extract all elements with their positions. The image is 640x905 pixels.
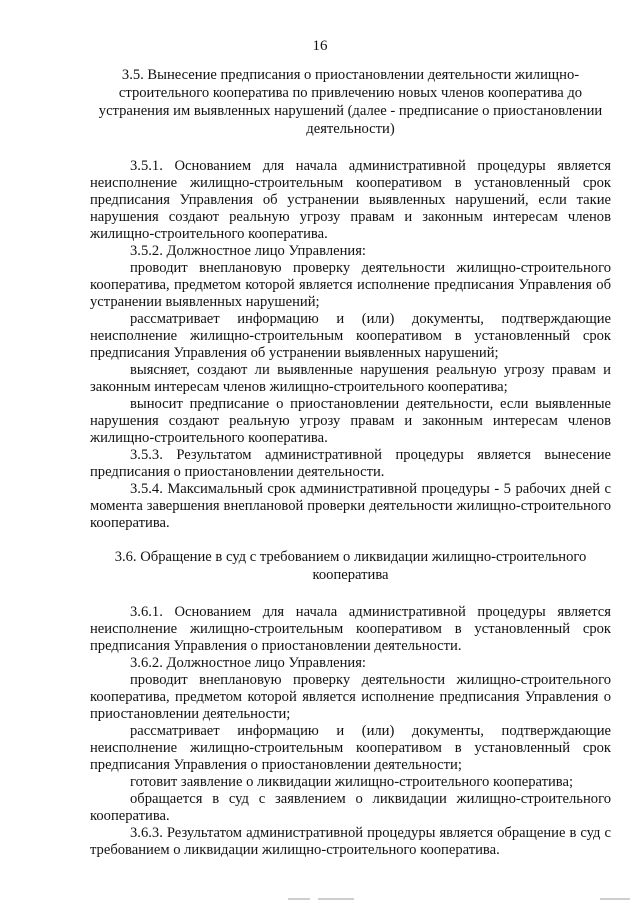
list-item: рассматривает информацию и (или) документы, подтверждающие неисполнение жилищно-строительным кооперативом в установленный срок предписания Управления об устранении выявленных нарушений; — [90, 311, 611, 361]
scan-artifact — [0, 896, 640, 905]
paragraph-3-5-4: 3.5.4. Максимальный срок административной процедуры - 5 рабочих дней с момента завершения внеплановой проверки деятельности жилищно-строительного кооператива. — [90, 481, 611, 531]
section-3-5-heading: 3.5. Вынесение предписания о приостановлении деятельности жилищно-строительного кооператива по привлечению новых членов кооператива до устранения им выявленных нарушений (далее - предписание о приостановлении деятельности) — [98, 67, 603, 137]
paragraph-3-5-2: 3.5.2. Должностное лицо Управления: — [130, 243, 366, 259]
paragraph-3-6-2: 3.6.2. Должностное лицо Управления: — [130, 655, 366, 671]
list-item: готовит заявление о ликвидации жилищно-строительного кооператива; — [130, 774, 574, 790]
list-item: обращается в суд с заявлением о ликвидации жилищно-строительного кооператива. — [90, 791, 611, 824]
paragraph-3-5-3: 3.5.3. Результатом административной процедуры является вынесение предписания о приостановлении деятельности. — [90, 447, 611, 480]
section-3-6-heading: 3.6. Обращение в суд с требованием о ликвидации жилищно-строительного кооператива — [114, 549, 587, 583]
list-item: выясняет, создают ли выявленные нарушения реальную угрозу правам и законным интересам членов жилищно-строительного кооператива; — [90, 362, 611, 395]
list-item: проводит внеплановую проверку деятельности жилищно-строительного кооператива, предметом которой является исполнение предписания Управления о приостановлении деятельности; — [90, 672, 611, 722]
page-number: 16 — [312, 38, 328, 54]
document-body — [90, 66, 611, 859]
paragraph-3-6-3: 3.6.3. Результатом административной процедуры является обращение в суд с требованием о ликвидации жилищно-строительного кооператива. — [90, 825, 611, 858]
list-item: выносит предписание о приостановлении деятельности, если выявленные нарушения создают реальную угрозу правам и законным интересам членов жилищно-строительного кооператива. — [90, 396, 611, 446]
paragraph-3-5-1: 3.5.1. Основанием для начала административной процедуры является неисполнение жилищно-строительным кооперативом в установленный срок предписания Управления об устранении выявленных нарушений, если такие нарушения создают реальную угрозу правам и законным интересам членов жилищно-строительного кооператива. — [90, 158, 611, 242]
list-item: рассматривает информацию и (или) документы, подтверждающие неисполнение жилищно-строительным кооперативом в установленный срок предписания Управления о приостановлении деятельности; — [90, 723, 611, 773]
list-item: проводит внеплановую проверку деятельности жилищно-строительного кооператива, предметом которой является исполнение предписания Управления об устранении выявленных нарушений; — [90, 260, 611, 310]
paragraph-3-6-1: 3.6.1. Основанием для начала административной процедуры является неисполнение жилищно-строительным кооперативом в установленный срок предписания Управления о приостановлении деятельности. — [90, 604, 611, 654]
